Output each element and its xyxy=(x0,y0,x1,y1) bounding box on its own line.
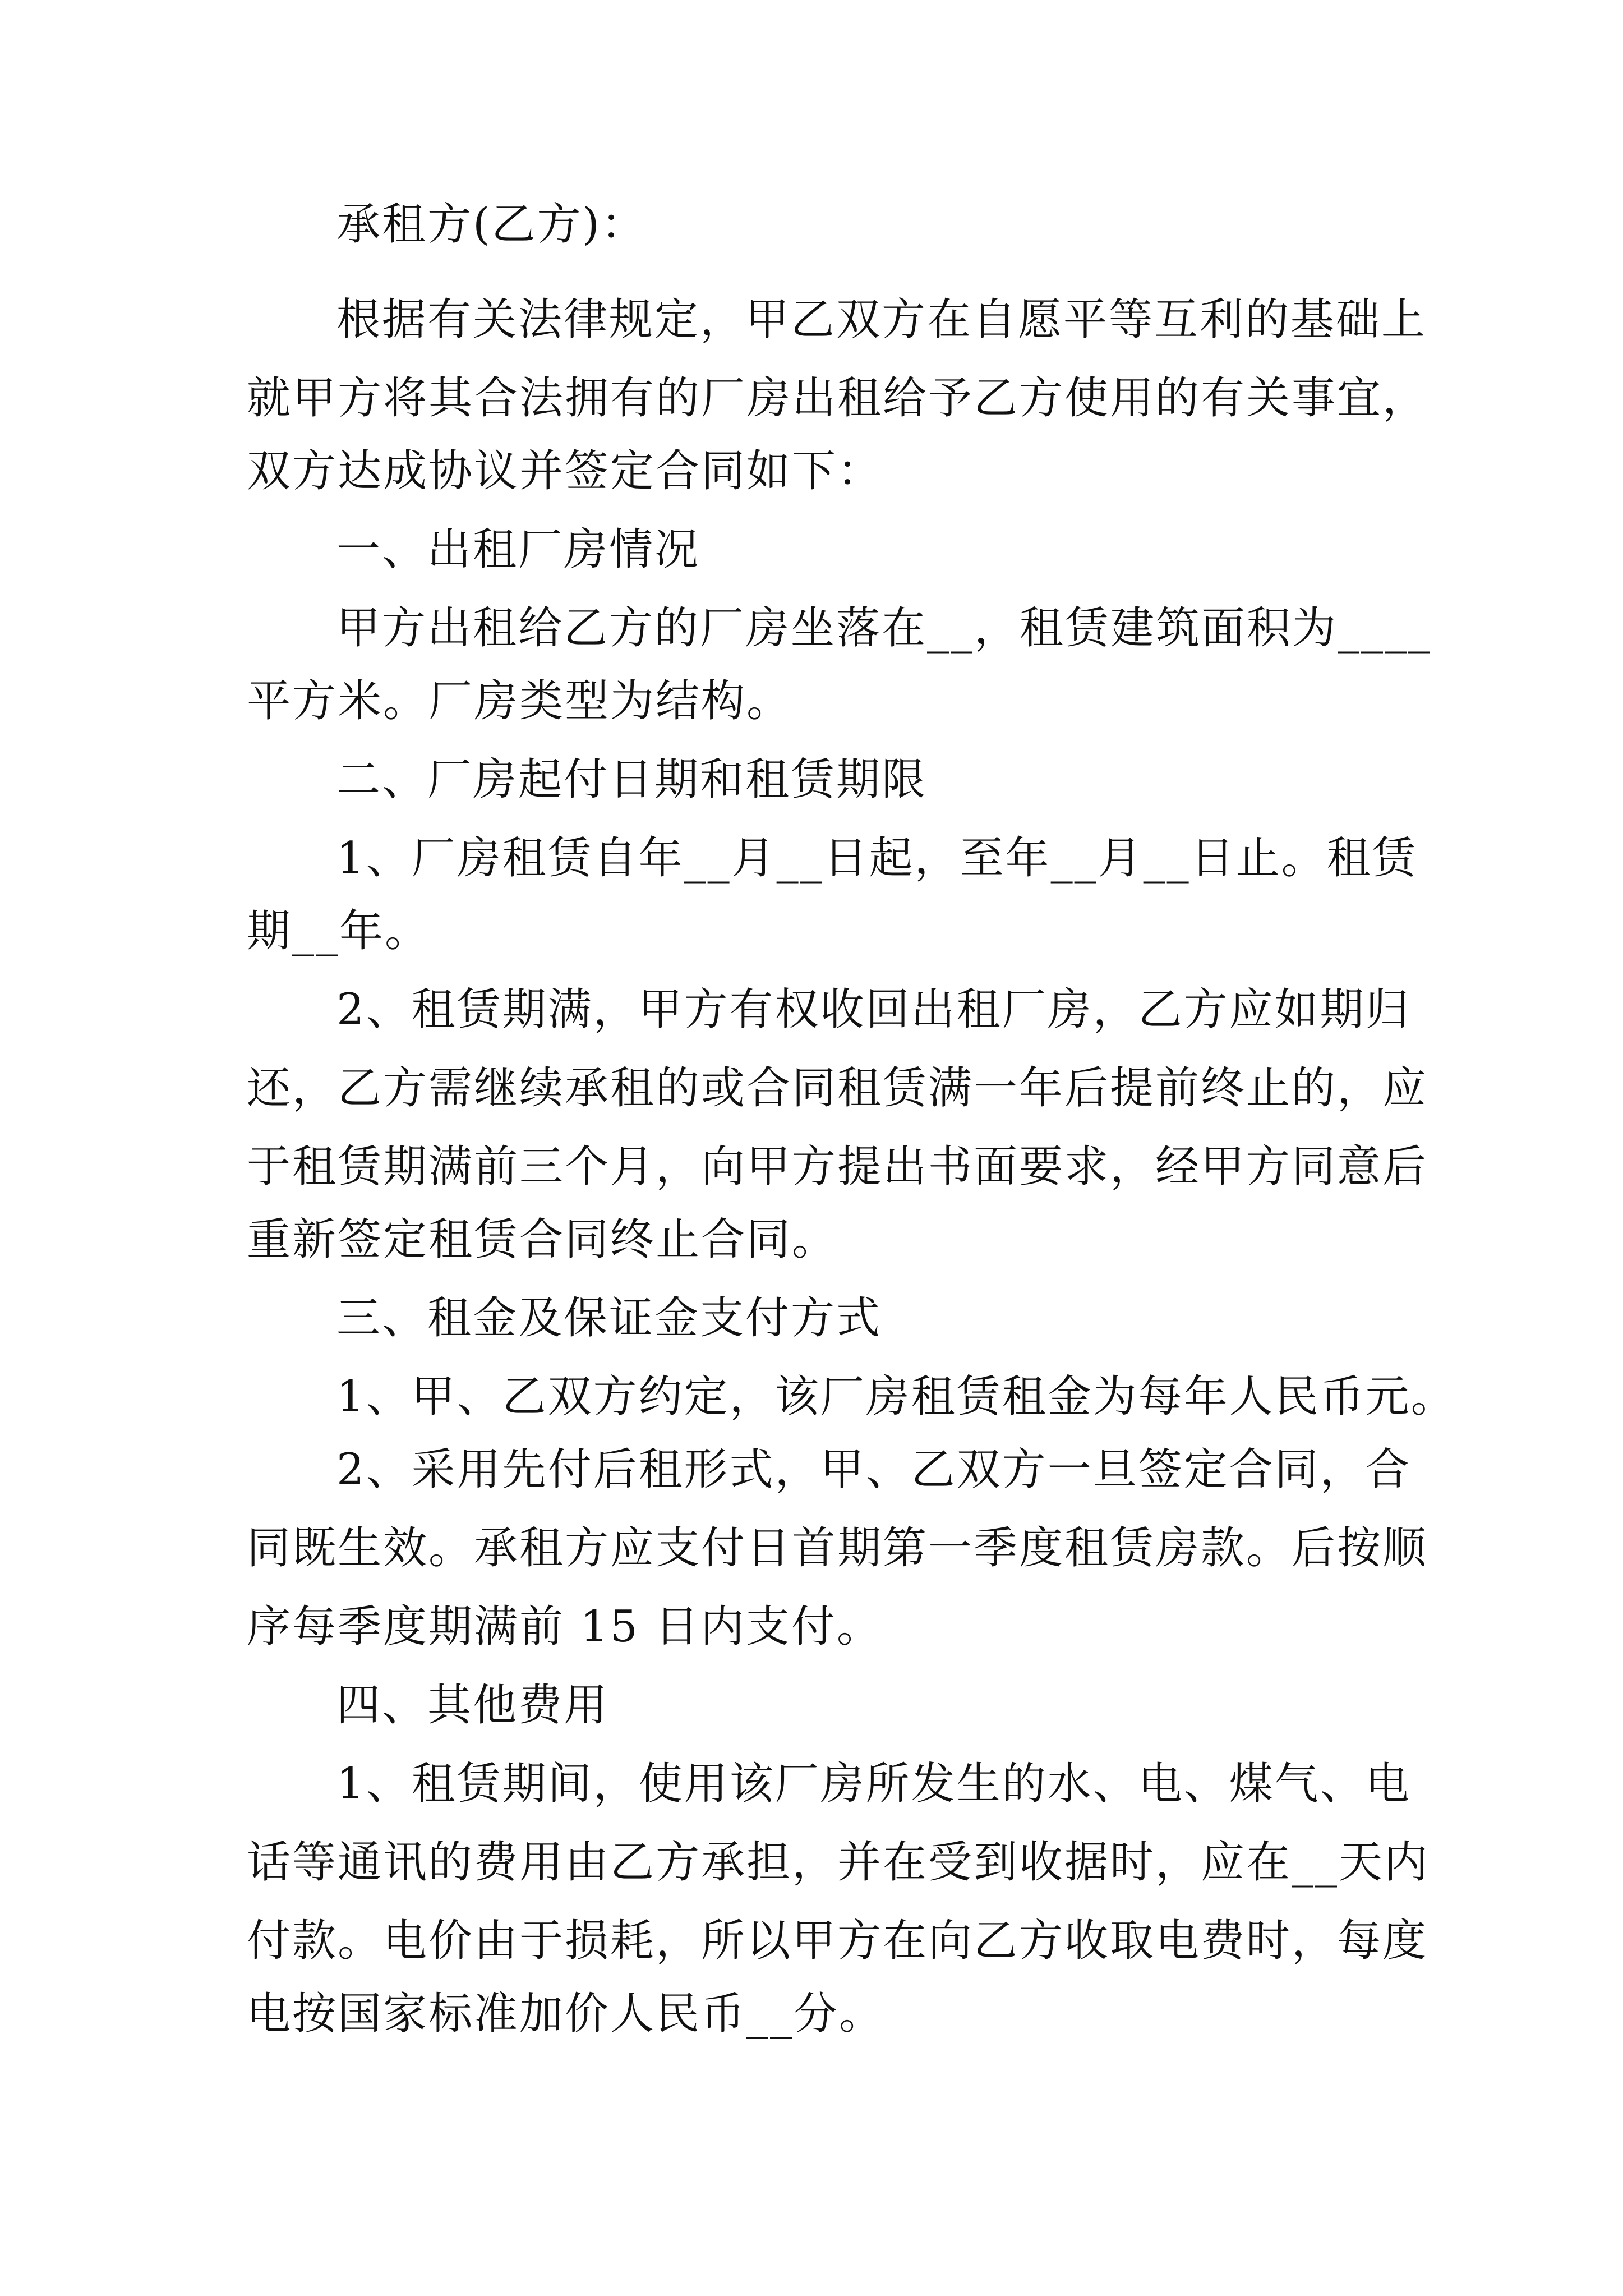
paragraph-line: 序每季度期满前 15 日内支付。 xyxy=(247,1602,882,1652)
paragraph-line: 平方米。厂房类型为结构。 xyxy=(247,676,792,726)
paragraph-line: 双方达成协议并签定合同如下： xyxy=(247,446,883,496)
section-heading-4: 四、其他费用 xyxy=(336,1680,610,1731)
paragraph-line: 于租赁期满前三个月，向甲方提出书面要求，经甲方同意后 xyxy=(247,1142,1428,1192)
paragraph-line: 就甲方将其合法拥有的厂房出租给予乙方使用的有关事宜， xyxy=(247,373,1428,424)
paragraph-line: 话等通讯的费用由乙方承担，并在受到收据时，应在__天内 xyxy=(247,1837,1430,1888)
paragraph-line: 付款。电价由于损耗，所以甲方在向乙方收取电费时，每度 xyxy=(247,1916,1428,1966)
paragraph-line: 根据有关法律规定，甲乙双方在自愿平等互利的基础上 xyxy=(336,295,1427,345)
paragraph-line: 期__年。 xyxy=(247,906,431,956)
paragraph-line: 2、采用先付后租形式，甲、乙双方一旦签定合同，合 xyxy=(336,1444,1411,1495)
section-heading-3: 三、租金及保证金支付方式 xyxy=(336,1293,882,1343)
section-heading-2: 二、厂房起付日期和租赁期限 xyxy=(336,754,928,805)
paragraph-line: 重新签定租赁合同终止合同。 xyxy=(247,1214,838,1265)
paragraph-line: 1、甲、乙双方约定，该厂房租赁租金为每年人民币元。 xyxy=(336,1372,1456,1422)
paragraph-line: 甲方出租给乙方的厂房坐落在__，租赁建筑面积为____ xyxy=(336,603,1432,654)
paragraph-line: 2、租赁期满，甲方有权收回出租厂房，乙方应如期归 xyxy=(336,984,1411,1035)
section-heading-1: 一、出租厂房情况 xyxy=(336,524,700,575)
paragraph-line: 电按国家标准加价人民币__分。 xyxy=(247,1989,885,2039)
paragraph-line: 1、厂房租赁自年__月__日起，至年__月__日止。租赁 xyxy=(336,833,1418,884)
paragraph-line: 同既生效。承租方应支付日首期第一季度租赁房款。后按顺 xyxy=(247,1523,1428,1573)
paragraph-line: 1、租赁期间，使用该厂房所发生的水、电、煤气、电 xyxy=(336,1759,1411,1809)
paragraph-line: 还，乙方需继续承租的或合同租赁满一年后提前终止的，应 xyxy=(247,1063,1428,1114)
tenant-heading: 承租方(乙方)： xyxy=(336,199,647,250)
